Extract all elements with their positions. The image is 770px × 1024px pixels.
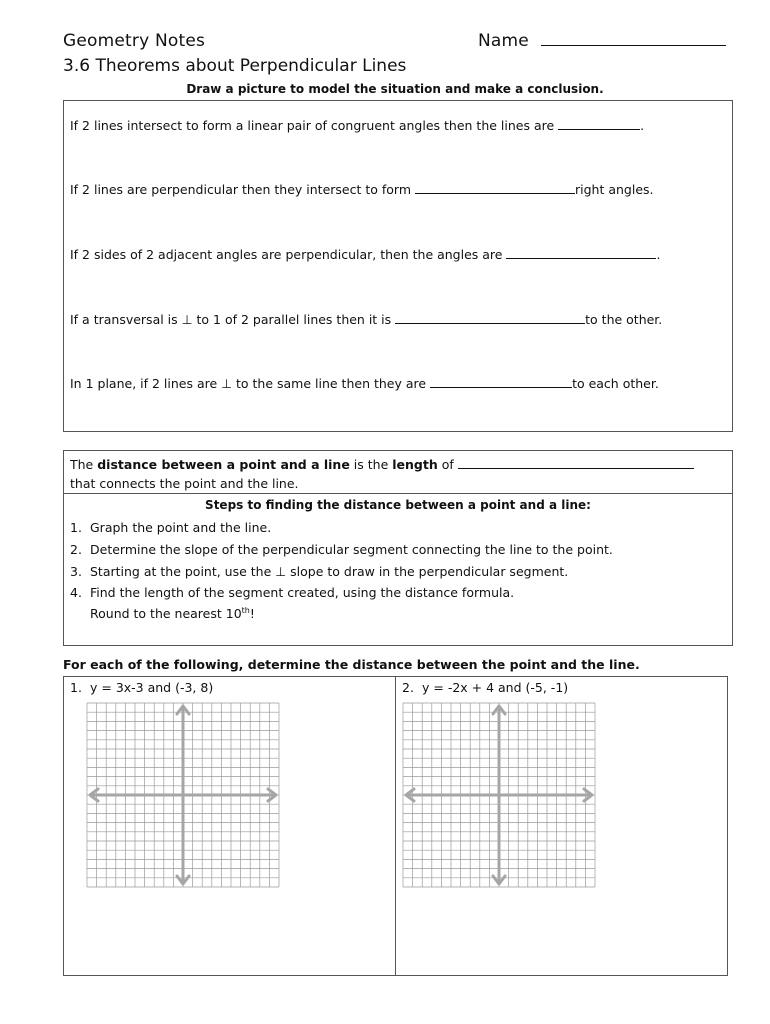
- def-the: The: [70, 457, 94, 472]
- problem-1-title: [70, 680, 213, 695]
- step-2-num: 2.: [70, 542, 82, 557]
- theorem-3-end: .: [656, 247, 661, 262]
- problem-1-text: y = 3x-3 and (-3, 8): [90, 680, 214, 695]
- distance-definition: [70, 456, 694, 472]
- name-label: [478, 31, 726, 51]
- theorem-2-end: right angles.: [575, 182, 654, 197]
- theorem-2-blank[interactable]: [415, 181, 575, 194]
- theorem-2-text: If 2 lines are perpendicular then they intersect to form: [70, 182, 412, 197]
- theorem-3-text: If 2 sides of 2 adjacent angles are perpendicular, then the angles are: [70, 247, 503, 262]
- draw-instruction: Draw a picture to model the situation and make a conclusion.: [186, 82, 604, 96]
- practice-instruction: For each of the following, determine the distance between the point and the line.: [63, 657, 640, 672]
- theorem-3-blank[interactable]: [506, 246, 656, 259]
- course-title: Geometry Notes: [63, 31, 206, 51]
- step-4: [70, 585, 514, 600]
- theorem-3: [70, 246, 660, 262]
- step-2-text: Determine the slope of the perpendicular segment connecting the line to the point.: [90, 542, 613, 557]
- theorem-1-text: If 2 lines intersect to form a linear pair of congruent angles then the lines are: [70, 118, 555, 133]
- theorem-4-text: If a transversal is ⊥ to 1 of 2 parallel lines then it is: [70, 312, 392, 327]
- problem-2-num: 2.: [402, 680, 414, 695]
- step-3-num: 3.: [70, 564, 82, 579]
- theorem-4: [70, 311, 662, 327]
- theorem-4-blank[interactable]: [395, 311, 585, 324]
- problem-1-graph[interactable]: [86, 702, 280, 888]
- theorem-5-text: In 1 plane, if 2 lines are ⊥ to the same line then they are: [70, 376, 427, 391]
- def-line-2: that connects the point and the line.: [70, 476, 299, 491]
- practice-divider: [395, 676, 396, 976]
- step-4-text: Find the length of the segment created, using the distance formula.: [90, 585, 515, 600]
- distance-divider: [63, 493, 733, 494]
- problem-1-num: 1.: [70, 680, 82, 695]
- theorem-5-end: to each other.: [572, 376, 659, 391]
- theorem-2: [70, 181, 654, 197]
- definition-blank[interactable]: [458, 456, 694, 469]
- round-sup: th: [241, 606, 250, 615]
- step-3: [70, 564, 568, 579]
- step-2: [70, 542, 613, 557]
- step-4-num: 4.: [70, 585, 82, 600]
- name-blank[interactable]: [541, 33, 726, 46]
- def-bold-phrase: distance between a point and a line: [97, 457, 350, 472]
- section-title: 3.6 Theorems about Perpendicular Lines: [63, 56, 407, 76]
- theorem-1: [70, 117, 644, 133]
- theorem-1-end: .: [640, 118, 645, 133]
- def-is: is the: [353, 457, 389, 472]
- problem-2-text: y = -2x + 4 and (-5, -1): [422, 680, 569, 695]
- name-label-text: Name: [478, 31, 529, 51]
- def-of: of: [441, 457, 454, 472]
- theorem-5: [70, 375, 659, 391]
- round-note: [90, 606, 255, 621]
- step-3-text: Starting at the point, use the ⊥ slope to draw in the perpendicular segment.: [90, 564, 569, 579]
- theorem-5-blank[interactable]: [430, 375, 572, 388]
- theorem-1-blank[interactable]: [558, 117, 640, 130]
- problem-2-graph[interactable]: [402, 702, 596, 888]
- step-1: [70, 520, 271, 535]
- step-1-text: Graph the point and the line.: [90, 520, 272, 535]
- problem-2-title: [402, 680, 568, 695]
- steps-title: Steps to finding the distance between a point and a line:: [205, 498, 591, 512]
- step-1-num: 1.: [70, 520, 82, 535]
- round-text: Round to the nearest 10: [90, 606, 242, 622]
- theorem-4-end: to the other.: [585, 312, 663, 327]
- def-length: length: [392, 457, 438, 472]
- round-end: !: [249, 606, 255, 622]
